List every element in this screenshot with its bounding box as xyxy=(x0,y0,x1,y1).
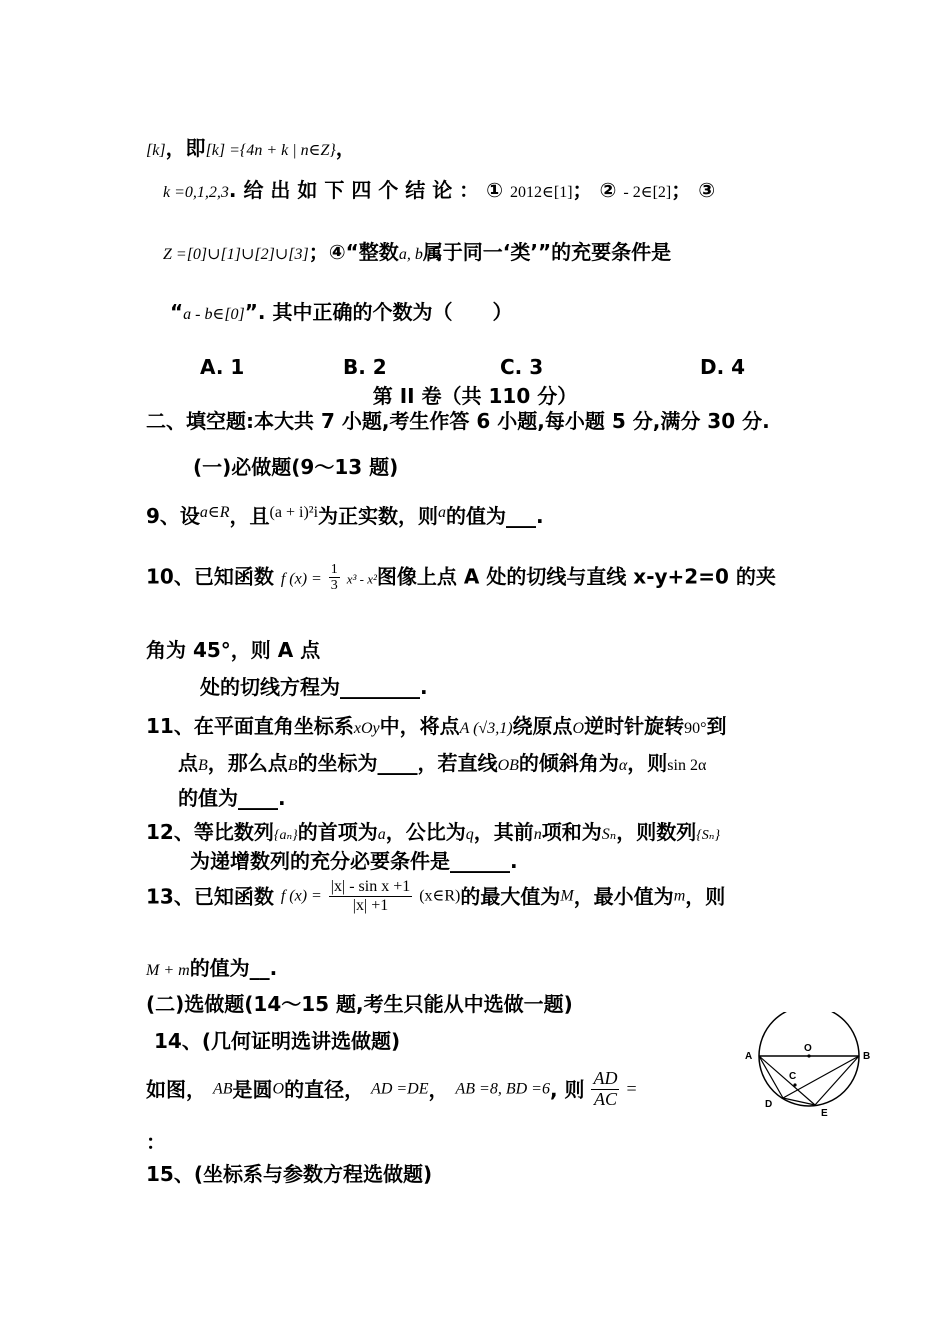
fraction-denominator: 3 xyxy=(330,578,338,594)
text: 是圆 xyxy=(232,1077,273,1102)
label-b: B xyxy=(863,1051,871,1062)
question-10-line2: 角为 45°，则 A 点 xyxy=(146,638,321,662)
question-12 xyxy=(146,822,720,843)
text: 属于同一‘类’”的充要条件是 xyxy=(422,240,672,264)
math-expr: a xyxy=(377,826,386,843)
math-expr: xOy xyxy=(353,720,380,737)
fraction-numerator: AD xyxy=(593,1068,618,1088)
math-expr: O xyxy=(572,720,585,737)
math-expr: sin 2α xyxy=(667,757,707,774)
text: ”. 其中正确的个数为（ ） xyxy=(244,300,513,324)
question-11 xyxy=(146,716,727,737)
text: 12、等比数列 xyxy=(146,820,274,844)
text: 逆时针旋转 xyxy=(584,714,685,738)
q8-line3 xyxy=(163,242,671,263)
section-heading: 二、填空题:本大共 7 小题,考生作答 6 小题,每小题 5 分,满分 30 分. xyxy=(146,409,770,433)
text: 的值为___. xyxy=(446,504,544,528)
text: 为正实数，则 xyxy=(318,504,439,528)
label-c: C xyxy=(789,1071,797,1082)
text: ，最小值为 xyxy=(573,884,674,909)
text: 图像上点 A 处的切线与直线 x-y+2=0 的夹 xyxy=(376,564,776,589)
text: 项和为 xyxy=(541,820,602,844)
fraction-numerator: 1 xyxy=(330,562,338,577)
label-d: D xyxy=(765,1099,773,1110)
fraction-denominator: |x| +1 xyxy=(352,897,389,915)
math-expr: AB =8, BD =6 xyxy=(455,1080,550,1098)
question-11-line3: 的值为____. xyxy=(178,786,286,810)
math-expr: M + m xyxy=(146,962,190,979)
math-expr: k =0,1,2,3 xyxy=(163,184,229,201)
math-expr: Sₙ xyxy=(601,826,617,843)
q8-option-c: C. 3 xyxy=(500,355,544,379)
text: 的最大值为 xyxy=(460,884,561,909)
question-9 xyxy=(146,505,544,526)
text: 13、已知函数 xyxy=(146,884,274,909)
math-expr: = xyxy=(626,1078,637,1099)
text: ，即 xyxy=(165,136,206,160)
fraction xyxy=(329,562,340,594)
text: 的坐标为____，若直线 xyxy=(297,751,498,775)
math-expr: AB xyxy=(212,1080,233,1098)
question-10-line3: 处的切线方程为________. xyxy=(200,675,428,699)
math-expr: 2012∈[1] xyxy=(510,184,573,201)
math-expr: B xyxy=(198,757,208,774)
elective-heading: (二)选做题(14～15 题,考生只能从中选做一题) xyxy=(146,992,573,1016)
question-13-line2 xyxy=(146,958,277,979)
label-o: O xyxy=(804,1043,812,1054)
text: 9、设 xyxy=(146,504,200,528)
text: 如图， xyxy=(146,1077,206,1102)
text: ，则数列 xyxy=(616,820,697,844)
math-expr: [k] ={4n + k | n∈Z} xyxy=(205,142,336,159)
text: ，其前 xyxy=(473,820,534,844)
q8-option-d: D. 4 xyxy=(700,355,746,379)
math-expr: M xyxy=(560,887,574,905)
math-expr: O xyxy=(272,1080,285,1098)
math-expr: [k] xyxy=(146,142,166,159)
text: “ xyxy=(170,300,184,324)
math-expr: n xyxy=(533,826,542,843)
fraction xyxy=(591,1069,619,1110)
circle-geometry-figure xyxy=(745,1012,875,1122)
q8-option-a: A. 1 xyxy=(200,355,245,379)
question-12-line2: 为递增数列的充分必要条件是______. xyxy=(190,849,518,873)
question-13 xyxy=(146,878,725,916)
segment-ae xyxy=(759,1056,815,1105)
text: 的首项为 xyxy=(297,820,378,844)
question-14-line2: ： xyxy=(146,1130,166,1154)
text: . 给 出 如 下 四 个 结 论 ： ① xyxy=(228,178,504,202)
question-11-line2 xyxy=(178,753,706,774)
math-expr: (x∈R) xyxy=(419,887,461,905)
subsection-heading: (一)必做题(9～13 题) xyxy=(193,455,399,479)
fraction-denominator: AC xyxy=(593,1088,617,1109)
math-expr: a - b∈[0] xyxy=(183,306,245,323)
center-point xyxy=(807,1054,810,1057)
math-expr: AD =DE xyxy=(371,1080,429,1098)
text: ； ③ xyxy=(671,178,716,202)
circle-outline xyxy=(759,1012,859,1106)
math-expr: A (√3,1) xyxy=(459,720,513,737)
text: ，则 xyxy=(627,751,668,775)
text: ； ② xyxy=(572,178,617,202)
text: ，且 xyxy=(229,504,270,528)
math-expr: a xyxy=(438,504,447,521)
math-expr: {aₙ} xyxy=(273,828,298,843)
q8-line4 xyxy=(170,302,513,323)
math-expr: (a + i)²i xyxy=(269,504,319,521)
fraction-numerator: |x| - sin x +1 xyxy=(329,878,412,897)
point-c xyxy=(793,1083,796,1086)
text: 到 xyxy=(706,714,727,738)
question-14 xyxy=(146,1069,637,1110)
text: ；④“整数 xyxy=(308,240,399,264)
math-expr: - 2∈[2] xyxy=(623,184,672,201)
text: 绕原点 xyxy=(512,714,573,738)
text: 10、已知函数 xyxy=(146,564,274,589)
question-15-title: 15、(坐标系与参数方程选做题) xyxy=(146,1162,433,1186)
text: 的值为__. xyxy=(189,956,278,980)
label-e: E xyxy=(821,1108,828,1119)
text: 的倾斜角为 xyxy=(518,751,619,775)
text: ， xyxy=(335,136,356,160)
math-expr: 90° xyxy=(684,720,707,737)
math-expr: Z =[0]∪[1]∪[2]∪[3] xyxy=(163,246,309,263)
math-expr: f (x) = xyxy=(280,570,322,588)
q8-option-b: B. 2 xyxy=(343,355,387,379)
math-expr: {Sₙ} xyxy=(696,828,721,843)
section-title: 第 II 卷（共 110 分） xyxy=(372,384,578,408)
text: ，公比为 xyxy=(385,820,466,844)
text: ，则 xyxy=(685,884,726,909)
question-10 xyxy=(146,562,776,594)
math-expr: f (x) = xyxy=(280,887,322,905)
text: ， xyxy=(428,1077,449,1102)
text: 点 xyxy=(178,751,198,775)
question-14-title: 14、(几何证明选讲选做题) xyxy=(154,1029,401,1053)
q8-line2 xyxy=(163,180,715,201)
text: 11、在平面直角坐标系 xyxy=(146,714,354,738)
segment-ad xyxy=(759,1056,783,1098)
text: 的直径， xyxy=(284,1077,365,1102)
label-a: A xyxy=(745,1051,753,1062)
text: , 则 xyxy=(549,1077,585,1102)
math-expr: m xyxy=(673,887,686,905)
text: 中，将点 xyxy=(379,714,460,738)
math-expr: a∈R xyxy=(199,504,230,521)
math-expr: B xyxy=(287,757,298,774)
math-expr: x³ - x² xyxy=(346,571,377,587)
text: ，那么点 xyxy=(207,751,288,775)
math-expr: OB xyxy=(497,757,519,774)
math-expr: a, b xyxy=(398,246,423,263)
fraction xyxy=(329,878,412,916)
math-expr: α xyxy=(618,757,628,774)
math-expr: q xyxy=(465,826,474,843)
q8-line1 xyxy=(146,138,356,159)
